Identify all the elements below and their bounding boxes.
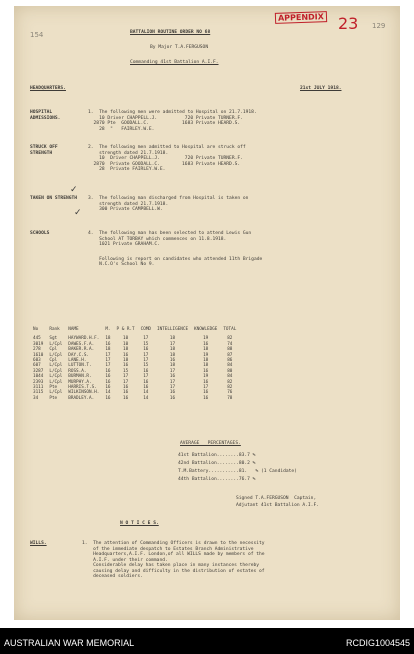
- table-cell: 19: [203, 374, 209, 380]
- table-cell: L/Cpl: [49, 374, 63, 380]
- text-line: N.C.O's School No 9.: [88, 262, 155, 267]
- text-line: [88, 248, 262, 257]
- table-cell: 80: [227, 368, 233, 374]
- table-cell: 19: [203, 336, 209, 342]
- table-cell: 17: [122, 379, 129, 385]
- table-cell: 607: [33, 363, 41, 369]
- text-line: 2. The following men admitted to Hospital are struck off: [88, 145, 246, 150]
- table-cell: 14: [143, 390, 149, 396]
- table-cell: 16: [203, 390, 209, 396]
- table-cell: 18: [203, 363, 209, 369]
- table-cell: 16: [143, 368, 149, 374]
- table-cell: 17: [203, 385, 209, 391]
- text-line: 2870 Private GOODALL.C. 1683 Private HEARD.S.: [88, 161, 241, 167]
- column-header: P & R.T: [116, 327, 135, 332]
- text-line: 1. The following men were admitted to Hospital on 21.7.1918.: [88, 110, 257, 115]
- table-cell: 16: [203, 341, 209, 347]
- table-cell: 17: [143, 374, 149, 380]
- text-line: causing delay and difficulty in the distribution of estates of: [82, 568, 265, 574]
- percentage-line: 42nd Battalion........80.2 %: [178, 461, 256, 466]
- table-cell: 17: [105, 358, 111, 364]
- text-line: School AT TORBAY which commences on 11.8.1918.: [88, 236, 227, 242]
- table-cell: HARRIS.T.S.: [68, 385, 97, 391]
- archive-name: AUSTRALIAN WAR MEMORIAL: [4, 638, 135, 648]
- table-cell: 82: [227, 385, 233, 391]
- table-cell: 16: [143, 385, 149, 391]
- table-cell: 18: [203, 358, 209, 364]
- table-cell: BRADLEY.A.: [68, 395, 95, 401]
- archive-footer: [0, 628, 414, 654]
- table-cell: 603: [33, 358, 41, 364]
- text-line: Considerable delay has taken place in many instances thereby: [82, 563, 260, 568]
- table-cell: 17: [105, 352, 111, 358]
- taken-on-label: TAKEN ON STRENGTH: [30, 196, 78, 201]
- percentage-line: 41st Battalion........83.7 %: [178, 453, 256, 458]
- table-cell: 14: [105, 390, 111, 396]
- signature-title: Adjutant 41st Battalion A.I.F.: [236, 503, 319, 508]
- table-cell: 16: [122, 395, 129, 401]
- table-cell: Cpl: [49, 358, 58, 364]
- text-line: 300 Private CAMPBELL.W.: [88, 207, 163, 212]
- table-cell: 2393: [33, 379, 44, 385]
- table-cell: 18: [203, 347, 209, 353]
- candidates-table: [30, 327, 239, 401]
- table-cell: 16: [169, 374, 176, 380]
- pencil-tick-mark: ✓: [70, 185, 78, 195]
- table-cell: 16: [203, 395, 209, 401]
- text-line: 10 Driver CHAPPELL.J. 720 Private TURNER.F.: [88, 156, 243, 161]
- order-date: 21st JULY 1918.: [300, 86, 342, 91]
- table-cell: 18: [169, 363, 176, 369]
- folio-number-left: 154: [30, 31, 44, 39]
- table-cell: 1044: [33, 374, 44, 380]
- by-line: By Major T.A.FERGUSON: [150, 45, 209, 50]
- table-cell: L/Cpl: [49, 363, 63, 369]
- table-cell: 16: [169, 358, 176, 364]
- location-heading: HEADQUARTERS.: [30, 86, 66, 91]
- table-cell: 14: [143, 395, 149, 401]
- table-cell: 84: [227, 374, 233, 380]
- table-cell: 16: [105, 385, 111, 391]
- table-cell: 16: [105, 395, 111, 401]
- table-cell: 17: [143, 336, 149, 342]
- hospital-label: HOSPITAL ADMISSIONS.: [30, 110, 61, 121]
- appendix-stamp: APPENDIX: [275, 11, 327, 24]
- column-header: No: [33, 327, 39, 332]
- text-line: Headquarters,A.I.F. London,of all WILLS made by members of the: [82, 552, 265, 557]
- table-cell: DAY.C.S.: [68, 352, 89, 358]
- table-cell: 17: [169, 385, 176, 391]
- table-cell: 16: [105, 341, 111, 347]
- table-cell: 3287: [33, 368, 44, 374]
- table-cell: 16: [143, 347, 149, 353]
- pencil-tick-mark: ✓: [74, 208, 82, 218]
- table-cell: Cpl: [49, 347, 58, 353]
- folio-number-right: 129: [372, 22, 386, 30]
- text-line: 3. The following man discharged from Hospital is taken on: [88, 196, 249, 201]
- column-header: INTELLIGENCE: [157, 327, 189, 332]
- column-header: TOTAL: [223, 327, 237, 332]
- struck-off-body: [88, 145, 246, 173]
- document-page: [14, 6, 400, 620]
- column-header: COMD: [140, 327, 151, 332]
- table-cell: 18: [122, 347, 129, 353]
- text-line: 28 " FAIRLEY.W.E.: [88, 126, 155, 132]
- text-line: 28 Private FAIRLEY.W.E.: [88, 167, 166, 172]
- table-cell: 18: [122, 358, 129, 364]
- text-line: 2870 Pte GOODALL.C. 1683 Private HEARD.S.: [88, 121, 241, 126]
- text-line: Following is report on candidates who attended 11th Brigade: [88, 256, 263, 262]
- table-cell: LUTTON.T.: [68, 363, 92, 369]
- text-line: A.I.F. under their command.: [82, 557, 168, 563]
- text-line: deceased soldiers.: [82, 574, 143, 579]
- table-cell: 84: [227, 363, 233, 369]
- table-cell: 16: [122, 352, 129, 358]
- schools-label: SCHOOLS: [30, 231, 50, 236]
- table-cell: HAYWARD.H.F.: [68, 336, 100, 342]
- text-line: 10 Driver CHAPPELL.J. 720 Private TURNER.F.: [88, 115, 243, 121]
- table-cell: WILKINSON.H.: [68, 390, 100, 396]
- table-cell: L/Cpl: [49, 352, 63, 358]
- table-cell: 16: [122, 363, 129, 369]
- table-cell: BAKER.R.A.: [68, 347, 95, 353]
- table-cell: 16: [122, 390, 129, 396]
- notices-heading: N O T I C E S.: [120, 521, 159, 526]
- table-cell: ROSS.A.: [68, 368, 87, 374]
- table-cell: 82: [227, 379, 233, 385]
- column-header: KNOWLEDGE: [194, 327, 218, 332]
- table-cell: Sgt: [49, 336, 58, 342]
- table-cell: Pte: [49, 395, 58, 401]
- schools-body: [88, 231, 262, 268]
- order-title: BATTALION ROUTINE ORDER NO 68: [130, 30, 211, 35]
- table-row: [30, 396, 239, 401]
- table-cell: 278: [33, 347, 41, 353]
- table-cell: 15: [122, 368, 129, 374]
- table-cell: 76: [227, 390, 233, 396]
- table-cell: 15: [143, 363, 149, 369]
- table-cell: 16: [203, 368, 209, 374]
- table-cell: L/Cpl: [49, 379, 63, 385]
- table-cell: MURPHY.A.: [68, 379, 92, 385]
- table-cell: 3115: [33, 390, 44, 396]
- table-cell: 15: [143, 341, 149, 347]
- column-header: Rank: [49, 327, 60, 332]
- table-cell: 17: [169, 368, 176, 374]
- table-cell: LANE.H.: [68, 358, 87, 364]
- appendix-number: 23: [338, 14, 359, 33]
- text-line: of the immediate despatch to Estates Branch Administrative: [82, 546, 254, 552]
- table-cell: 17: [143, 352, 149, 358]
- table-cell: 19: [203, 352, 209, 358]
- struck-off-label: STRUCK OFF STRENGTH: [30, 145, 58, 156]
- table-cell: Pte: [49, 385, 58, 391]
- table-cell: 18: [169, 352, 176, 358]
- percentages-list: [178, 452, 297, 484]
- table-cell: 18: [105, 347, 111, 353]
- table-cell: 10: [122, 341, 129, 347]
- table-cell: 74: [227, 341, 233, 347]
- percentage-line: 44th Battalion........76.7 %: [178, 477, 256, 482]
- wills-body: [82, 541, 265, 580]
- table-cell: 82: [227, 336, 233, 342]
- text-line: strength dated 21.7.1918.: [88, 201, 169, 207]
- table-cell: 1610: [33, 352, 44, 358]
- table-cell: 17: [122, 374, 129, 380]
- table-cell: BURMAN.R.: [68, 374, 92, 380]
- table-cell: 18: [105, 336, 111, 342]
- table-cell: DAWES.F.A.: [68, 341, 95, 347]
- table-cell: 445: [33, 336, 41, 342]
- text-line: 1. The attention of Commanding Officers is drawn to the necessity: [82, 541, 265, 546]
- table-cell: 87: [227, 352, 233, 358]
- wills-label: WILLS.: [30, 541, 47, 546]
- candidates-table-body: [30, 336, 239, 401]
- column-header: NAME: [68, 327, 79, 332]
- table-cell: 17: [169, 379, 176, 385]
- table-cell: 3111: [33, 385, 44, 391]
- table-cell: 16: [169, 395, 176, 401]
- table-cell: 17: [143, 358, 149, 364]
- table-cell: 86: [227, 358, 233, 364]
- table-cell: 18: [169, 347, 176, 353]
- table-cell: 16: [143, 379, 149, 385]
- table-header-row: [30, 327, 239, 336]
- table-cell: L/Cpl: [49, 368, 63, 374]
- table-cell: 16: [203, 379, 209, 385]
- table-cell: L/Cpl: [49, 341, 63, 347]
- text-line: strength dated 21.7.1918.: [88, 150, 169, 156]
- table-cell: 17: [105, 363, 111, 369]
- table-cell: 16: [105, 374, 111, 380]
- percentage-line: T.M.Battery...........81. % (1 Candidate): [178, 469, 297, 474]
- table-cell: 78: [227, 395, 233, 401]
- text-line: 1021 Private GRAHAM.C.: [88, 242, 160, 247]
- taken-on-body: [88, 196, 248, 213]
- table-cell: 10: [122, 336, 129, 342]
- table-cell: 3019: [33, 341, 44, 347]
- table-cell: 17: [169, 341, 176, 347]
- signature-line: Signed T.A.FERGUSON Captain,: [236, 496, 317, 501]
- text-line: 4. The following man has been selected to attend Lewis Gun: [88, 231, 252, 236]
- archive-reference: RCDIG1004545: [345, 638, 410, 648]
- table-cell: 16: [105, 379, 111, 385]
- table-cell: 16: [105, 368, 111, 374]
- column-header: M.: [105, 327, 111, 332]
- command-line: Commanding 41st Battalion A.I.F.: [130, 60, 219, 65]
- table-cell: 34: [33, 395, 39, 401]
- table-cell: 16: [122, 385, 129, 391]
- table-cell: 18: [169, 336, 176, 342]
- percentages-title: AVERAGE PERCENTAGES.: [180, 441, 241, 446]
- table-cell: L/Cpl: [49, 390, 63, 396]
- table-cell: 16: [169, 390, 176, 396]
- table-cell: 88: [227, 347, 233, 353]
- hospital-body: [88, 110, 257, 132]
